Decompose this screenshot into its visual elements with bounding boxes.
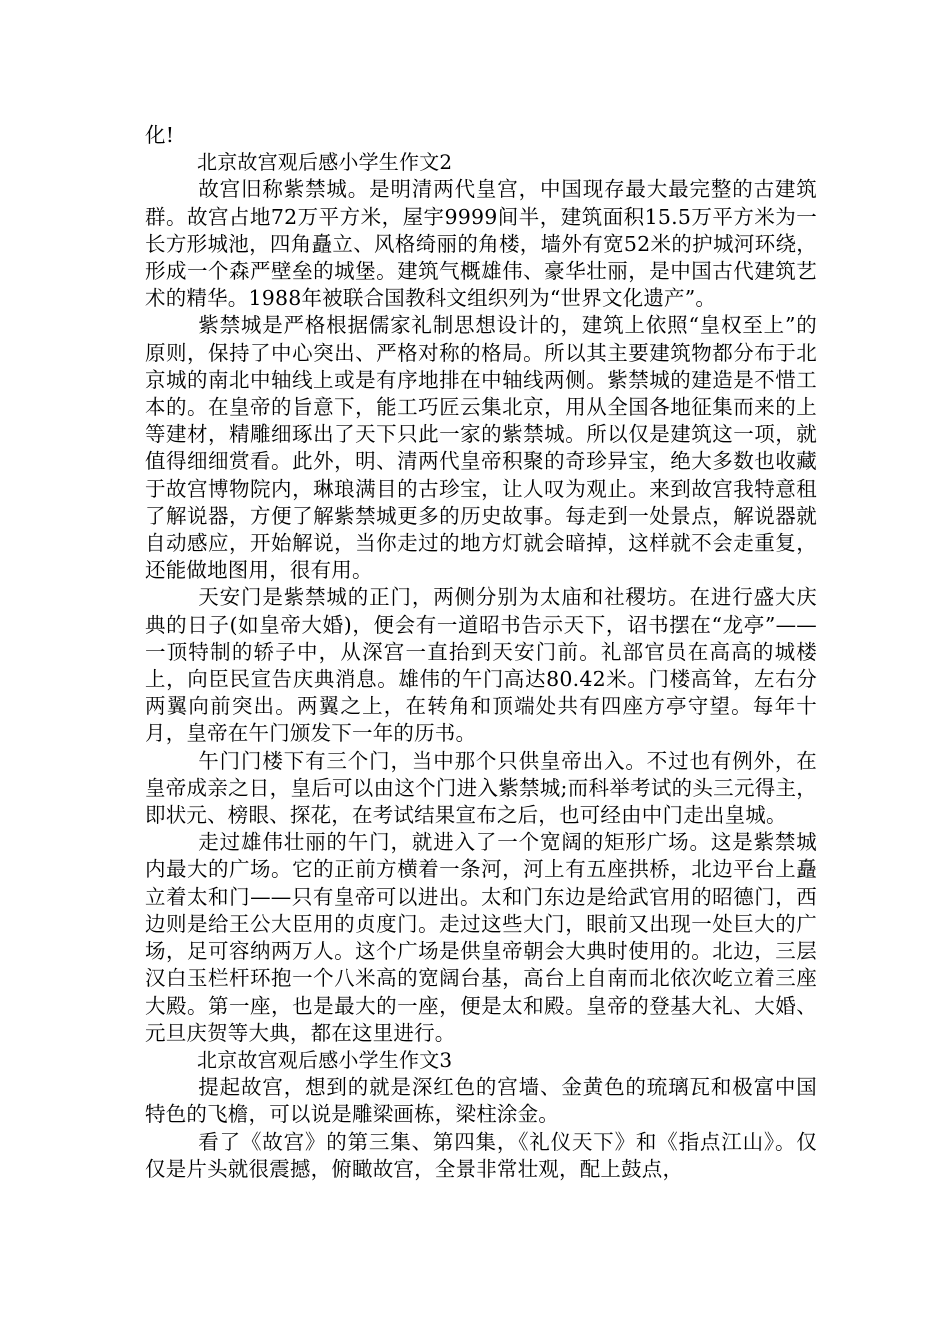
paragraph: 走过雄伟壮丽的午门，就进入了一个宽阔的矩形广场。这是紫禁城内最大的广场。它的正前方横着一条河，河上有五座拱桥，北边平台上矗立着太和门——只有皇帝可以进出。太和门东边是给武官用的昭德门，西边则是给王公大臣用的贞度门。走过这些大门，眼前又出现一处巨大的广场，足可容纳两万人。这个广场是供皇帝朝会大典时使用的。北边，三层汉白玉栏杆环抱一个八米高的宽阔台基，高台上自南而北依次屹立着三座大殿。第一座，也是最大的一座，便是太和殿。皇帝的登基大礼、大婚、元旦庆贺等大典，都在这里进行。	[145, 830, 817, 1045]
paragraph: 看了《故宫》的第三集、第四集，《礼仪天下》和《指点江山》。仅仅是片头就很震撼，俯瞰故宫，全景非常壮观，配上鼓点，	[145, 1129, 817, 1181]
paragraph: 紫禁城是严格根据儒家礼制思想设计的，建筑上依照“皇权至上”的原则，保持了中心突出、严格对称的格局。所以其主要建筑物都分布于北京城的南北中轴线上或是有序地排在中轴线两侧。紫禁城的建造是不惜工本的。在皇帝的旨意下，能工巧匠云集北京，用从全国各地征集而来的上等建材，精雕细琢出了天下只此一家的紫禁城。所以仅是建筑这一项，就值得细细赏看。此外，明、清两代皇帝积聚的奇珍异宝，绝大多数也收藏于故宫博物院内，琳琅满目的古珍宝，让人叹为观止。来到故宫我特意租了解说器，方便了解紫禁城更多的历史故事。每走到一处景点，解说器就自动感应，开始解说，当你走过的地方灯就会暗掉，这样就不会走重复，还能做地图用，很有用。	[145, 313, 817, 583]
paragraph-continuation: 化!	[145, 123, 175, 147]
paragraph: 午门门楼下有三个门，当中那个只供皇帝出入。不过也有例外，在皇帝成亲之日，皇后可以由这个门进入紫禁城;而科举考试的头三元得主，即状元、榜眼、探花，在考试结果宣布之后，也可经由中门走出皇城。	[145, 748, 817, 828]
paragraph: 提起故宫，想到的就是深红色的宫墙、金黄色的琉璃瓦和极富中国特色的飞檐，可以说是雕梁画栋，梁柱涂金。	[145, 1075, 817, 1127]
paragraph: 故宫旧称紫禁城。是明清两代皇宫，中国现存最大最完整的古建筑群。故宫占地72万平方米，屋宇9999间半，建筑面积15.5万平方米为一长方形城池，四角矗立、风格绮丽的角楼，墙外有宽52米的护城河环绕，形成一个森严壁垒的城堡。建筑气概雄伟、豪华壮丽，是中国古代建筑艺术的精华。1988年被联合国教科文组织列为“世界文化遗产”。	[145, 177, 817, 311]
document-body	[145, 122, 817, 1183]
section-heading-3: 北京故宫观后感小学生作文3	[197, 1047, 453, 1072]
section-heading-2: 北京故宫观后感小学生作文2	[197, 150, 453, 175]
paragraph: 天安门是紫禁城的正门，两侧分别为太庙和社稷坊。在进行盛大庆典的日子(如皇帝大婚)，便会有一道昭书告示天下，诏书摆在“龙亭”——一顶特制的轿子中，从深宫一直抬到天安门前。礼部官员在高高的城楼上，向臣民宣告庆典消息。雄伟的午门高达80.42米。门楼高耸，左右分两翼向前突出。两翼之上，在转角和顶端处共有四座方亭守望。每年十月，皇帝在午门颁发下一年的历书。	[145, 585, 817, 746]
